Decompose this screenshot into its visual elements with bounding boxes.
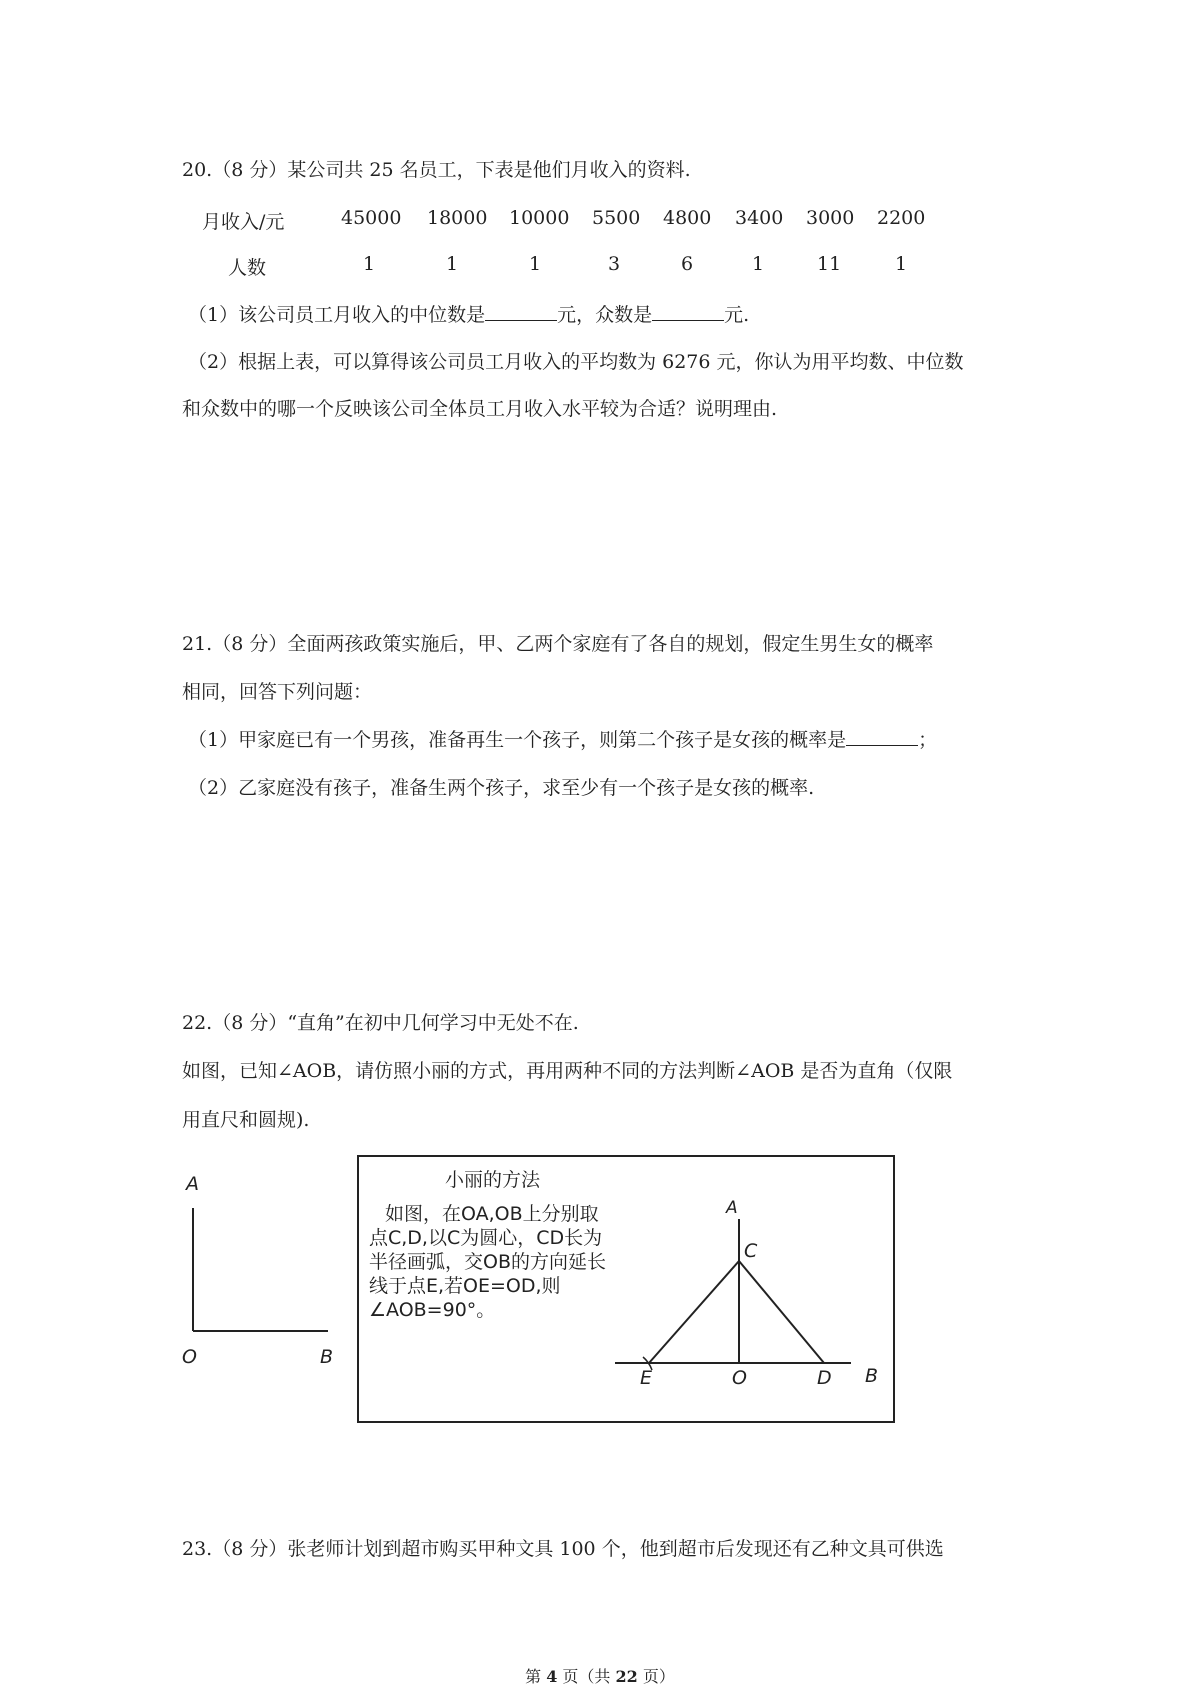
xiaoli-method-box (357, 1155, 895, 1423)
table-cell: 1 (446, 253, 459, 275)
segment-ce (649, 1261, 739, 1363)
box-text-line: 如图，在OA,OB上分别取 (385, 1203, 599, 1225)
q23-stem-line1: 23.（8 分）张老师计划到超市购买甲种文具 100 个，他到超市后发现还有乙种文具可供选 (182, 1538, 944, 1560)
q20-part2-line1: （2）根据上表，可以算得该公司员工月收入的平均数为 6276 元，你认为用平均数、中位数 (188, 351, 964, 373)
table-cell: 10000 (509, 207, 570, 229)
table-cell: 3 (608, 253, 621, 275)
label-b: B (320, 1346, 334, 1368)
q20-stem: 20.（8 分）某公司共 25 名员工，下表是他们月收入的资料. (182, 159, 691, 181)
page-footer: 第 4 页（共 22 页） (525, 1667, 675, 1686)
page-number: 4 (546, 1667, 558, 1686)
box-text-line: ∠AOB=90°。 (369, 1299, 496, 1321)
table-cell: 1 (895, 253, 908, 275)
q22-stem: 22.（8 分）“直角”在初中几何学习中无处不在. (182, 1012, 579, 1034)
answer-blank[interactable] (652, 302, 724, 321)
label-b: B (865, 1365, 879, 1387)
table-cell: 3400 (735, 207, 784, 229)
q21-stem-line1: 21.（8 分）全面两孩政策实施后，甲、乙两个家庭有了各自的规划，假定生男生女的概率 (182, 633, 934, 655)
table-cell: 18000 (427, 207, 488, 229)
label-c: C (744, 1240, 758, 1262)
answer-blank[interactable] (846, 727, 918, 746)
table-cell: 1 (752, 253, 765, 275)
label-a: A (186, 1173, 199, 1195)
construction-figure (359, 1157, 893, 1421)
q20-part2-line2: 和众数中的哪一个反映该公司全体员工月收入水平较为合适？说明理由. (182, 398, 778, 420)
label-e: E (640, 1367, 653, 1389)
table-cell: 4800 (663, 207, 712, 229)
label-o: O (732, 1367, 747, 1389)
segment-cd (739, 1261, 824, 1363)
table-cell: 3000 (806, 207, 855, 229)
table-cell: 1 (363, 253, 376, 275)
box-text-line: 线于点E,若OE=OD,则 (369, 1275, 561, 1297)
table-cell: 45000 (341, 207, 402, 229)
answer-blank[interactable] (485, 302, 557, 321)
box-title: 小丽的方法 (445, 1169, 541, 1191)
page-total: 22 (615, 1667, 638, 1686)
table-cell: 5500 (592, 207, 641, 229)
table-cell: 11 (817, 253, 842, 275)
box-text-line: 半径画弧，交OB的方向延长 (369, 1251, 606, 1273)
label-o: O (182, 1346, 197, 1368)
table-row2-label: 人数 (228, 257, 267, 279)
q21-stem-line2: 相同，回答下列问题： (182, 681, 373, 703)
q21-part1: （1）甲家庭已有一个男孩，准备再生一个孩子，则第二个孩子是女孩的概率是 ； (188, 729, 938, 751)
label-d: D (817, 1367, 832, 1389)
table-cell: 1 (529, 253, 542, 275)
q22-line3: 用直尺和圆规). (182, 1109, 310, 1131)
table-cell: 6 (681, 253, 694, 275)
label-a: A (726, 1198, 738, 1218)
q22-line2: 如图，已知∠AOB，请仿照小丽的方式，再用两种不同的方法判断∠AOB 是否为直角（仅限 (182, 1060, 953, 1082)
box-text-line: 点C,D,以C为圆心，CD长为 (369, 1227, 603, 1249)
q21-part2: （2）乙家庭没有孩子，准备生两个孩子，求至少有一个孩子是女孩的概率. (188, 777, 815, 799)
table-row1-label: 月收入/元 (202, 211, 285, 233)
q20-part1: （1）该公司员工月收入的中位数是 元，众数是 元. (188, 304, 750, 326)
angle-aob-figure (180, 1190, 340, 1370)
table-cell: 2200 (877, 207, 926, 229)
